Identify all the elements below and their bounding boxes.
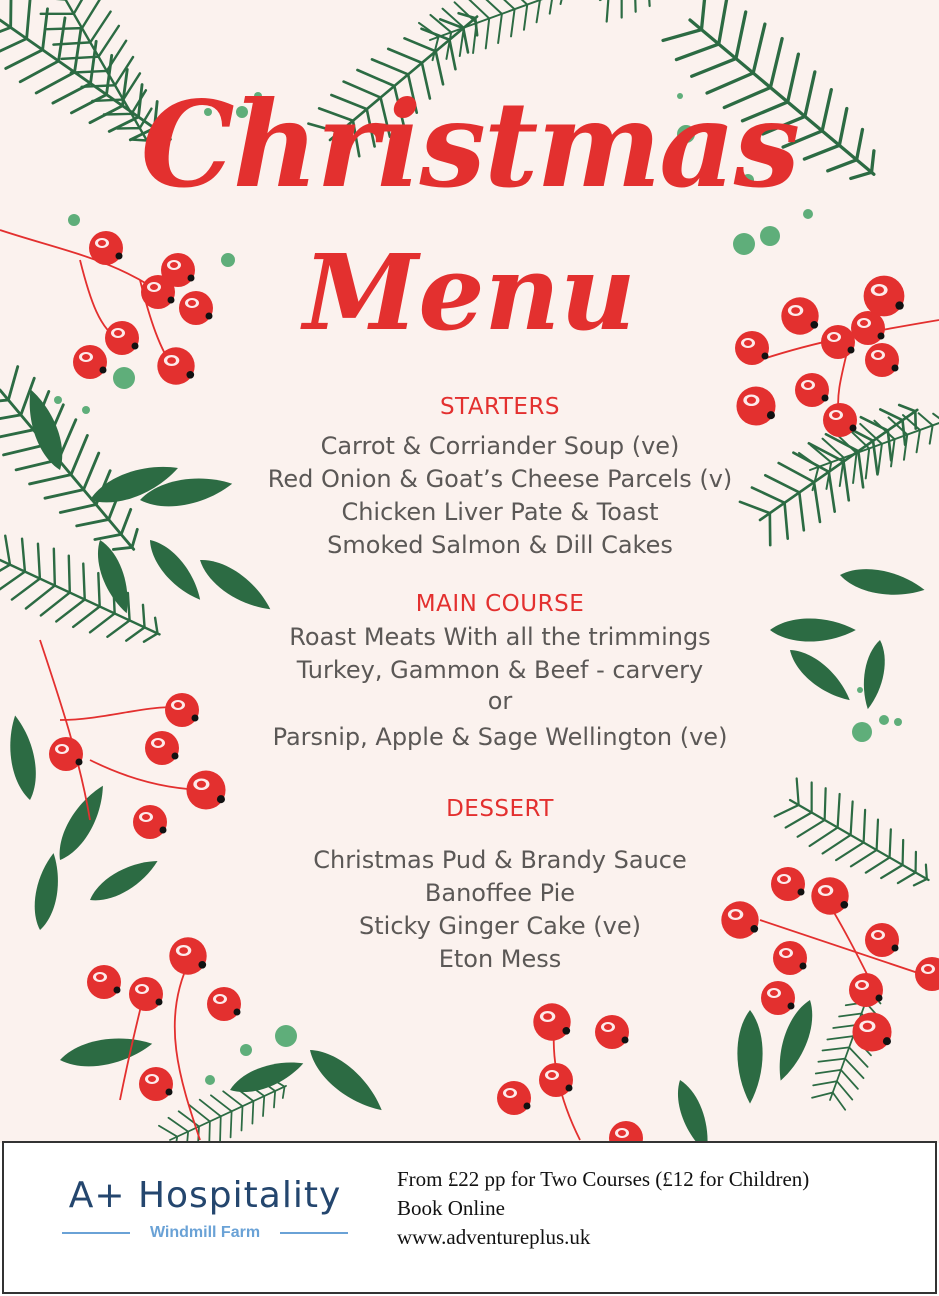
menu-item: Carrot & Corriander Soup (ve) [320,432,680,460]
starters-section [180,394,820,562]
menu-item: Parsnip, Apple & Sage Wellington (ve) [272,723,728,751]
brand-logo [60,1175,350,1244]
menu-item: Smoked Salmon & Dill Cakes [327,531,673,559]
menu-item: Chicken Liver Pate & Toast [341,498,659,526]
menu-item-or: or [487,687,513,715]
main-course-section [180,591,820,754]
divider-line [280,1232,348,1234]
divider-line [62,1232,130,1234]
footer-banner [2,1141,937,1294]
website-link[interactable]: www.adventureplus.uk [397,1225,591,1249]
dessert-heading: DESSERT [446,796,554,822]
dessert-section [180,796,820,976]
booking-info [397,1165,809,1252]
menu-item: Sticky Ginger Cake (ve) [359,912,641,940]
title-menu: Menu [303,231,636,354]
brand-subtitle: Windmill Farm [149,1224,261,1241]
main-course-heading: MAIN COURSE [415,591,585,617]
title-christmas: Christmas [140,75,799,214]
menu-item: Banoffee Pie [424,879,576,907]
menu-item: Christmas Pud & Brandy Sauce [313,846,687,874]
menu-item: Eton Mess [438,945,562,973]
menu-item: Roast Meats With all the trimmings [289,623,711,651]
starters-heading: STARTERS [439,394,561,420]
price-line: From £22 pp for Two Courses (£12 for Children) [397,1167,810,1191]
menu-item: Turkey, Gammon & Beef - carvery [296,656,704,684]
brand-name: A+ Hospitality [68,1175,342,1216]
book-online-line: Book Online [397,1196,505,1220]
menu-item: Red Onion & Goat’s Cheese Parcels (v) [267,465,733,493]
